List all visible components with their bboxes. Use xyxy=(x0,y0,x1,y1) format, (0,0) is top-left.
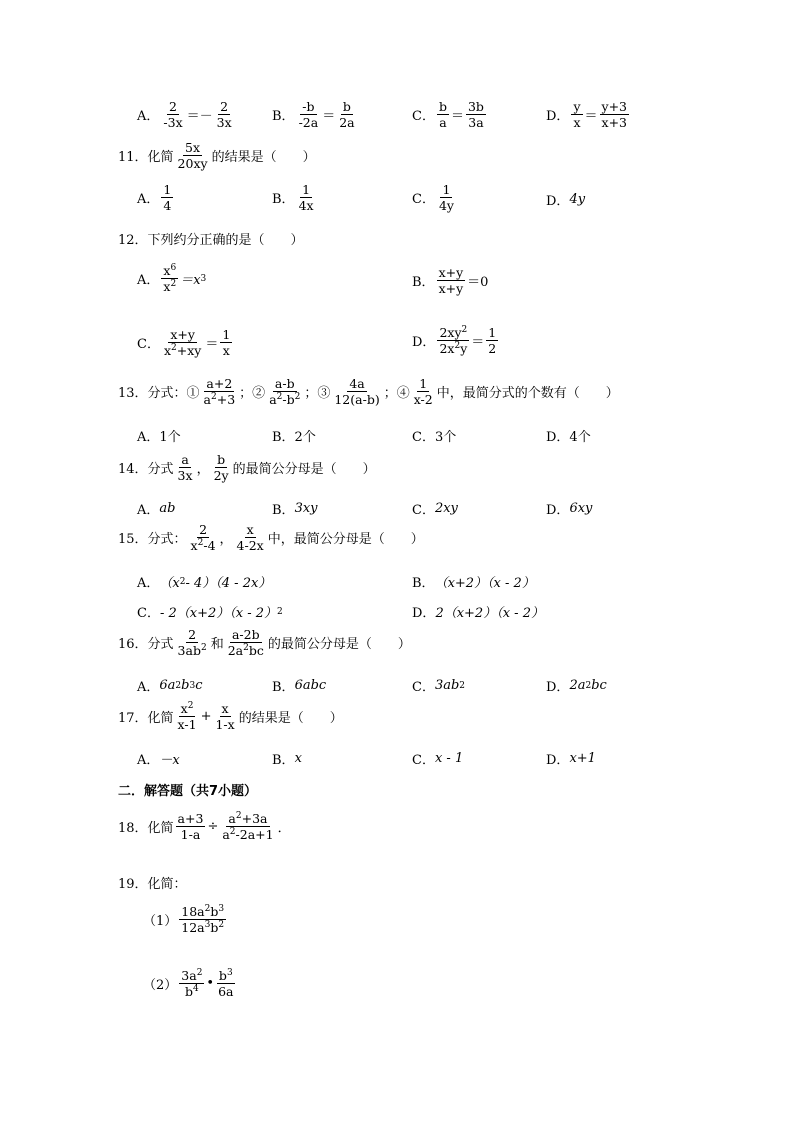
fraction: $\frac{4a}{12(a-b)}$ xyxy=(334,376,380,408)
divide-sign: ÷ xyxy=(207,819,219,835)
q12-option-b[interactable]: B． $\frac{x+y}{x+y}$ ＝0 xyxy=(412,265,489,297)
fraction: $\frac{2}{3ab^2}$ xyxy=(177,627,207,659)
q12-option-d[interactable]: D． $\frac{2xy^2}{2x^2y}$ ＝ $\frac{1}{2}$ xyxy=(412,324,497,357)
fraction: $\frac{3a^2}{b^4}$ xyxy=(181,967,203,1000)
fraction: $\frac{a}{3x}$ xyxy=(177,452,193,484)
q13-option-c[interactable]: C．3个 xyxy=(412,430,457,445)
option-label: B． xyxy=(272,109,295,125)
q13-option-b[interactable]: B．2个 xyxy=(272,430,316,445)
fraction: $\frac{2}{-3x}$ xyxy=(163,99,183,131)
q10-option-a[interactable] xyxy=(137,100,236,129)
fraction: $\frac{b^3}{6a}$ xyxy=(218,967,234,1000)
q17-option-c[interactable]: C． x - 1 xyxy=(412,751,464,768)
q12-option-c[interactable]: C． $\frac{x+y}{x^2+xy}$ ＝ $\frac{1}{x}$ xyxy=(137,327,231,359)
option-label: C． xyxy=(412,109,435,125)
equals-sign: ＝－ xyxy=(186,109,213,125)
fraction: $\frac{a-b}{a^2-b^2}$ xyxy=(269,376,301,408)
equals-sign: ＝ xyxy=(450,109,464,125)
fraction: $\frac{1}{4x}$ xyxy=(298,182,314,214)
fraction: $\frac{b}{2a}$ xyxy=(339,99,355,131)
q14-option-d[interactable]: D． 6xy xyxy=(546,501,593,518)
fraction: $\frac{b}{a}$ xyxy=(438,99,447,131)
fraction: $\frac{2xy^2}{2x^2y}$ xyxy=(439,324,468,357)
fraction: $\frac{y}{x}$ xyxy=(573,99,581,131)
fraction: $\frac{1}{4}$ xyxy=(163,182,172,214)
q15-option-d[interactable]: D． 2（x+2）（x - 2） xyxy=(412,606,544,621)
section-2-heading: 二．解答题（共7小题） xyxy=(118,784,258,799)
q11-option-b[interactable]: B． $\frac{1}{4x}$ xyxy=(272,182,314,214)
q17-option-b[interactable]: B． x xyxy=(272,751,302,768)
fraction: $\frac{x+y}{x^2+xy}$ xyxy=(163,327,202,359)
fraction: $\frac{a+3}{1-a}$ xyxy=(177,811,204,843)
fraction: $\frac{2}{3x}$ xyxy=(216,99,232,131)
q19-part-2: （2） $\frac{3a^2}{b^4}$ • $\frac{b^3}{6a}$ xyxy=(143,967,234,1000)
fraction: $\frac{2}{x^2-4}$ xyxy=(190,522,216,554)
fraction: $\frac{a+2}{a^2+3}$ xyxy=(203,376,236,408)
q12-option-a[interactable]: A． $\frac{x^6}{x^2}$ ＝x 3 xyxy=(137,262,207,295)
fraction: $\frac{5x}{20xy}$ xyxy=(177,140,208,172)
fraction: $\frac{x}{1-x}$ xyxy=(215,701,235,733)
question-14-stem: 14．分式 $\frac{a}{3x}$ ， $\frac{b}{2y}$ 的最简公分母是（ ） xyxy=(118,452,376,484)
question-13-stem: 13．分式：① $\frac{a+2}{a^2+3}$ ；② $\frac{a-b}{a^2-b^2}$ ；③ $\frac{4a}{12(a-b)}$ ；④ $\frac{1}{x-2}$ 中，最简分式的个数有（ ） xyxy=(118,376,619,408)
q11-option-d[interactable]: D． 4y xyxy=(546,192,586,209)
fraction: $\frac{a^2+3a}{a^2-2a+1}$ xyxy=(222,810,274,843)
equals-sign: ＝ xyxy=(584,109,598,125)
fraction: $\frac{-b}{-2a}$ xyxy=(298,99,319,131)
q16-option-c[interactable]: C． 3ab 2 xyxy=(412,678,466,695)
fraction: $\frac{1}{4y}$ xyxy=(438,182,454,214)
q14-option-c[interactable]: C． 2xy xyxy=(412,501,458,518)
q17-option-a[interactable]: A． －x xyxy=(137,753,180,768)
question-11-stem: 11．化简 $\frac{5x}{20xy}$ 的结果是（ ） xyxy=(118,140,316,172)
fraction: $\frac{y+3}{x+3}$ xyxy=(601,99,628,131)
fraction: $\frac{x}{4-2x}$ xyxy=(236,522,264,554)
fraction: $\frac{3b}{3a}$ xyxy=(467,99,484,131)
fraction: $\frac{x^2}{x-1}$ xyxy=(177,700,197,733)
q16-option-a[interactable]: A． 6a 2 b 3 c xyxy=(137,678,203,695)
fraction: $\frac{a-2b}{2a^2bc}$ xyxy=(227,627,264,659)
q11-option-a[interactable]: A． $\frac{1}{4}$ xyxy=(137,182,172,214)
question-12-stem: 12．下列约分正确的是（ ） xyxy=(118,233,304,248)
q17-option-d[interactable]: D． x+1 xyxy=(546,751,596,768)
option-label: D． xyxy=(546,109,570,125)
fraction: $\frac{18a^2b^3}{12a^3b^2}$ xyxy=(181,903,225,936)
fraction: $\frac{b}{2y}$ xyxy=(213,452,229,484)
q15-option-c[interactable]: C． - 2（x+2）（x - 2） 2 xyxy=(137,606,283,621)
fraction: $\frac{x+y}{x+y}$ xyxy=(438,265,464,297)
q11-option-c[interactable]: C． $\frac{1}{4y}$ xyxy=(412,182,454,214)
q19-part-1: （1） $\frac{18a^2b^3}{12a^3b^2}$ xyxy=(143,903,225,936)
q15-option-b[interactable]: B． （x+2）（x - 2） xyxy=(412,576,535,591)
q10-option-d[interactable] xyxy=(546,100,631,129)
equals-sign: ＝ xyxy=(322,109,336,125)
q10-option-b[interactable] xyxy=(272,100,359,129)
q10-option-c[interactable] xyxy=(412,100,488,129)
q16-option-b[interactable]: B． 6abc xyxy=(272,678,327,695)
multiply-dot: • xyxy=(206,976,215,992)
q14-option-a[interactable]: A． ab xyxy=(137,501,176,518)
question-17-stem: 17．化简 $\frac{x^2}{x-1}$ + $\frac{x}{1-x}$ 的结果是（ ） xyxy=(118,700,343,733)
fraction: $\frac{1}{x-2}$ xyxy=(413,376,433,408)
question-19-stem: 19．化简： xyxy=(118,877,187,892)
fraction: $\frac{1}{2}$ xyxy=(488,325,497,357)
option-label: A． xyxy=(137,109,160,125)
q15-option-a[interactable]: A． （x 2 - 4）（4 - 2x） xyxy=(137,576,272,591)
question-16-stem: 16．分式 $\frac{2}{3ab^2}$ 和 $\frac{a-2b}{2a^2bc}$ 的最简公分母是（ ） xyxy=(118,627,411,659)
q13-option-d[interactable]: D．4个 xyxy=(546,430,591,445)
q14-option-b[interactable]: B． 3xy xyxy=(272,501,318,518)
fraction: $\frac{1}{x}$ xyxy=(222,327,231,359)
fraction: $\frac{x^6}{x^2}$ xyxy=(163,262,177,295)
question-15-stem: 15．分式： $\frac{2}{x^2-4}$ ， $\frac{x}{4-2x}$ 中，最简公分母是（ ） xyxy=(118,522,424,554)
q13-option-a[interactable]: A．1个 xyxy=(137,430,181,445)
question-18-stem: 18．化简 $\frac{a+3}{1-a}$ ÷ $\frac{a^2+3a}{a^2-2a+1}$ ． xyxy=(118,810,291,843)
q16-option-d[interactable]: D． 2a 2 bc xyxy=(546,678,607,695)
